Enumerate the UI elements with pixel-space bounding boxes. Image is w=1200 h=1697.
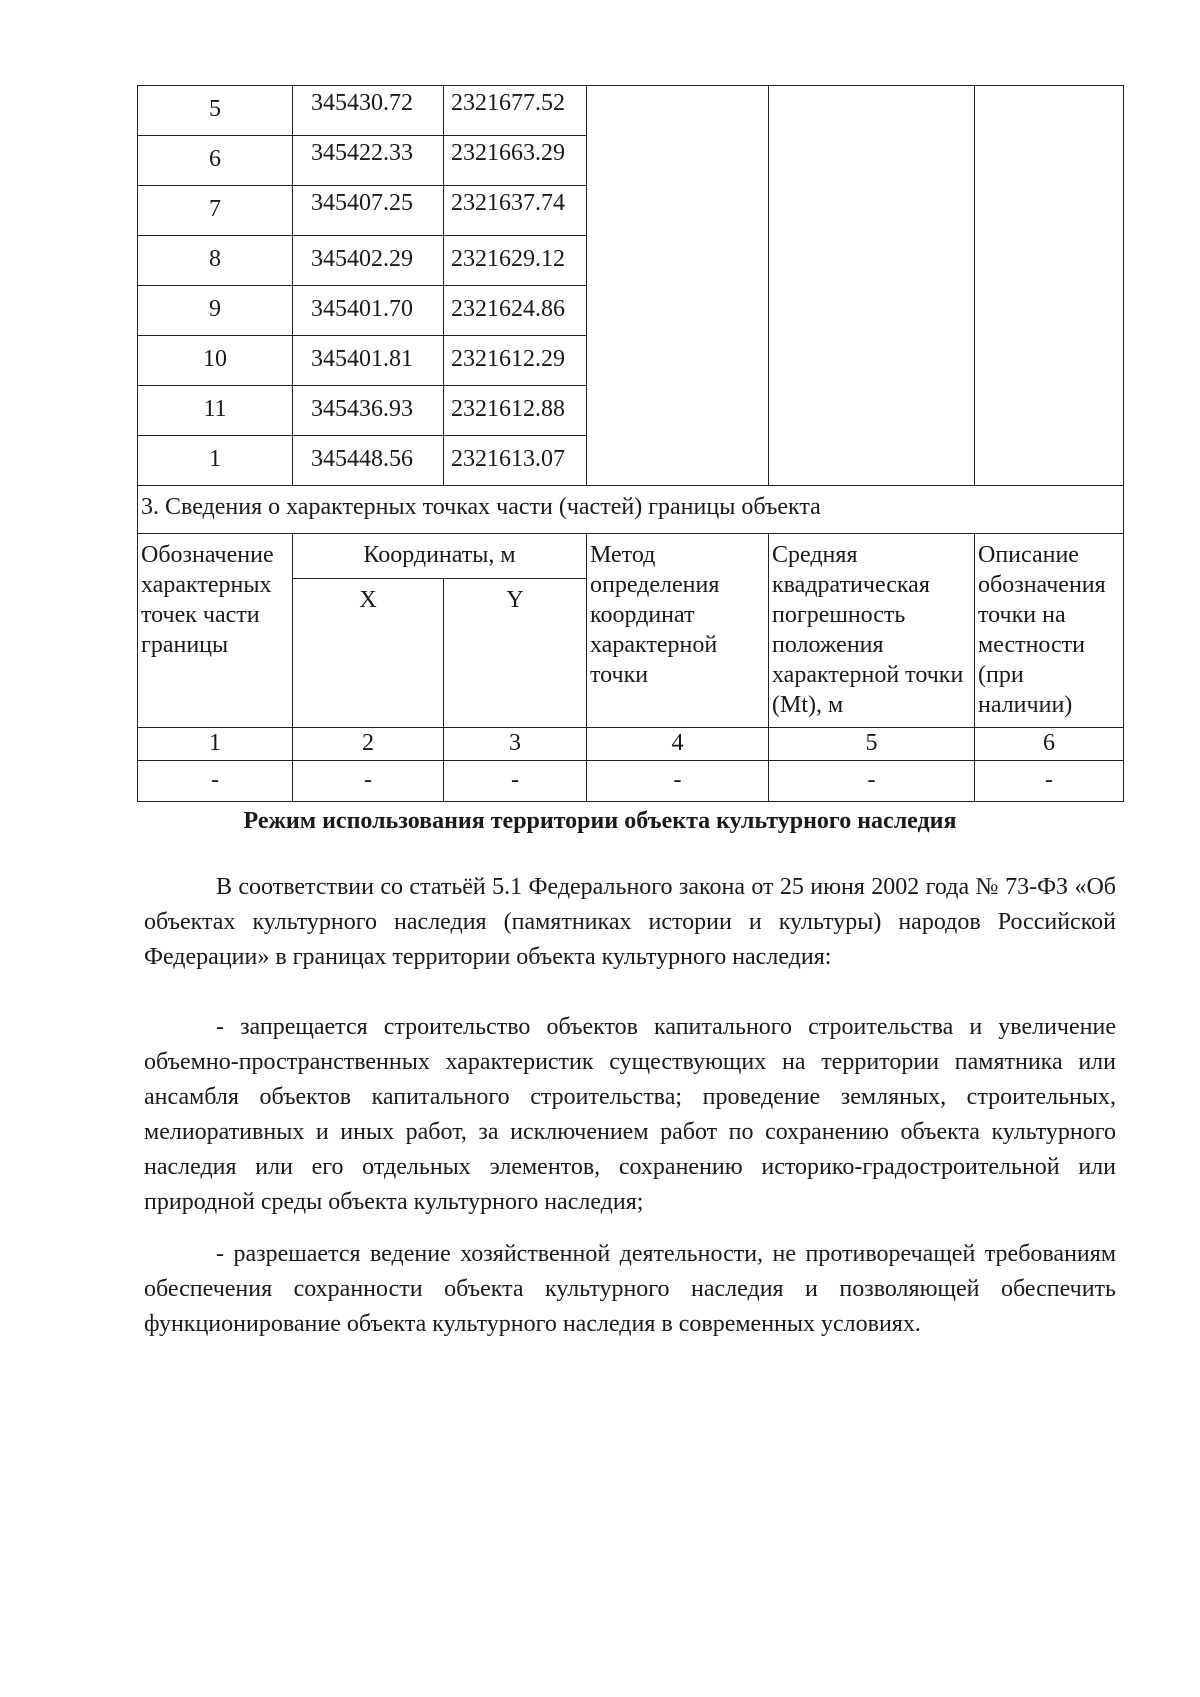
header-row [138,534,1124,579]
coord-y: 2321629.12 [444,236,587,286]
coord-x: 345401.81 [293,336,444,386]
coord-x: 345436.93 [293,386,444,436]
coord-x: 345448.56 [293,436,444,486]
paragraph [144,1010,1116,1220]
paragraph [144,870,1116,975]
header-y: Y [444,579,587,728]
paragraph-text: - разрешается ведение хозяйственной деятельности, не противоречащей требованиям обеспечения сохранности объекта культурного наследия и позволяющей обеспечить функционирование объекта культурного наследия в современных условиях. [144,1241,1116,1337]
coord-x: 345401.70 [293,286,444,336]
header-method: Метод определения координат характерной точки [587,534,769,728]
dash-cell: - [138,761,293,802]
column-number: 6 [975,728,1124,761]
point-number: 7 [138,186,293,236]
section-title-row [138,486,1124,534]
point-number: 8 [138,236,293,286]
header-description: Описание обозначения точки на местности (при наличии) [975,534,1124,728]
coord-y: 2321637.74 [444,186,587,236]
coord-x: 345402.29 [293,236,444,286]
point-number: 9 [138,286,293,336]
table-row [138,86,1124,136]
dash-cell: - [444,761,587,802]
empty-cell [587,86,769,486]
table-row [138,728,1124,761]
coord-y: 2321624.86 [444,286,587,336]
column-number: 3 [444,728,587,761]
header-x: X [293,579,444,728]
header-point-designation: Обозначение характерных точек части границы [138,534,293,728]
coord-y: 2321612.88 [444,386,587,436]
dash-cell: - [975,761,1124,802]
point-number: 11 [138,386,293,436]
table-row [138,761,1124,802]
coordinates-table [137,85,1124,802]
coord-y: 2321677.52 [444,86,587,136]
empty-cell [975,86,1124,486]
coord-y: 2321663.29 [444,136,587,186]
point-number: 10 [138,336,293,386]
section-heading: Режим использования территории объекта культурного наследия [243,808,957,834]
column-number: 5 [769,728,975,761]
point-number: 5 [138,86,293,136]
section-title: 3. Сведения о характерных точках части (частей) границы объекта [138,486,1124,534]
empty-cell [769,86,975,486]
coord-x: 345407.25 [293,186,444,236]
dash-cell: - [293,761,444,802]
point-number: 1 [138,436,293,486]
dash-cell: - [769,761,975,802]
paragraph-text: В соответствии со статьёй 5.1 Федерального закона от 25 июня 2002 года № 73-ФЗ «Об объектах культурного наследия (памятниках истории и культуры) народов Российской Федерации» в границах территории объекта культурного наследия: [144,874,1116,970]
paragraph-text: - запрещается строительство объектов капитального строительства и увеличение объемно-пространственных характеристик существующих на территории памятника или ансамбля объектов капитального строительства; проведение земляных, строительных, мелиоративных и иных работ, за исключением работ по сохранению объекта культурного наследия или его отдельных элементов, сохранению историко-градостроительной или природной среды объекта культурного наследия; [144,1014,1116,1215]
column-number: 1 [138,728,293,761]
coord-y: 2321612.29 [444,336,587,386]
column-number: 2 [293,728,444,761]
point-number: 6 [138,136,293,186]
column-number: 4 [587,728,769,761]
paragraph [144,1237,1116,1342]
dash-cell: - [587,761,769,802]
coord-x: 345430.72 [293,86,444,136]
header-error: Средняя квадратическая погрешность положения характерной точки (Mt), м [769,534,975,728]
header-coordinates: Координаты, м [293,534,587,579]
coord-x: 345422.33 [293,136,444,186]
coord-y: 2321613.07 [444,436,587,486]
